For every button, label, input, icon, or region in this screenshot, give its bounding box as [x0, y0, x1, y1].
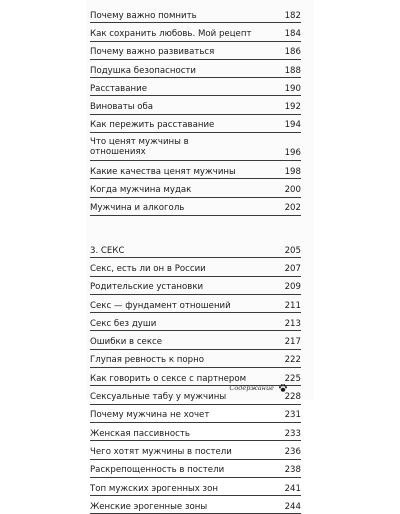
toc-entry: [90, 60, 301, 78]
toc-entry-title: Женская пассивность: [90, 428, 190, 439]
toc-entry-title: Как сохранить любовь. Мой рецепт: [90, 29, 252, 39]
toc-entry-page: 207: [284, 263, 301, 274]
toc-entry-page: 200: [284, 185, 301, 196]
toc-entry: [90, 5, 301, 23]
toc-entry-title: Родительские установки: [90, 282, 204, 293]
paw-icon: [278, 383, 288, 393]
toc-entry: [90, 115, 301, 133]
toc-entry-page: 209: [284, 282, 301, 293]
toc-entry-title: Чего хотят мужчины в постели: [90, 446, 232, 457]
toc-entry-title: Почему мужчина не хочет: [90, 410, 210, 421]
toc-entry-page: 192: [284, 102, 301, 113]
toc-entry-page: 190: [284, 83, 301, 94]
toc-entry-page: 238: [284, 465, 301, 476]
toc-entry: [90, 96, 301, 114]
toc-entry-title: Подушка безопасности: [90, 65, 197, 76]
toc-entry-page: 225: [284, 373, 301, 384]
toc-entry-title: Секс без души: [90, 318, 157, 329]
toc-entry: [90, 42, 301, 60]
toc-entry-title: Виноваты оба: [90, 102, 154, 113]
toc-entry: [90, 405, 301, 423]
toc-entry: [90, 23, 301, 41]
toc-entry-title: Глупая ревность к порно: [90, 355, 204, 366]
toc-entry-page: 194: [284, 120, 301, 131]
toc-entry: [90, 295, 301, 313]
toc-entry-title: Сексуальные табу у мужчины: [90, 392, 227, 403]
toc-entry: [90, 179, 301, 197]
toc-entry-page: 202: [284, 203, 301, 214]
toc-entry: [90, 161, 301, 179]
toc-entry: [90, 478, 301, 496]
toc-entry-title: Почему важно помнить: [90, 10, 197, 21]
toc-entry-title: Секс — фундамент отношений: [90, 300, 231, 311]
toc-entry-page: 231: [284, 410, 301, 421]
toc-entry-page: 188: [284, 65, 301, 76]
toc-entry-page: 244: [284, 501, 301, 512]
toc-entry-page: 198: [284, 166, 301, 177]
toc-entry-title: Женские эрогенные зоны: [90, 501, 208, 512]
toc-entry-title: Что ценят мужчины в отношениях: [90, 136, 189, 158]
toc-entry-title: Мужчина и алкоголь: [90, 203, 185, 214]
toc-entry-page: 182: [284, 10, 301, 21]
toc-entry-page: 213: [284, 318, 301, 329]
toc-entry-title: Почему важно развиваться: [90, 47, 215, 58]
toc-entry-page: 222: [284, 355, 301, 366]
toc-entry: [90, 460, 301, 478]
toc-entry: [90, 258, 301, 276]
toc-entry-title: Раскрепощенность в постели: [90, 465, 225, 476]
toc-entry-page: 228: [284, 392, 301, 403]
toc-entry-title: Когда мужчина мудак: [90, 185, 192, 196]
toc-entry: [90, 277, 301, 295]
toc-entry-title: Какие качества ценят мужчины: [90, 166, 236, 177]
footer-label: Содержание: [229, 384, 274, 392]
toc-entry-title: Секс, есть ли он в России: [90, 263, 206, 274]
toc-entry-page: 241: [284, 483, 301, 494]
toc-entry-title: Как пережить расставание: [90, 120, 215, 131]
toc-entry-page: 211: [284, 300, 301, 311]
toc-entry-page: 236: [284, 446, 301, 457]
page-footer: [229, 383, 288, 393]
toc-entry: [90, 78, 301, 96]
toc-entry: [90, 496, 301, 514]
toc-entry-page: 196: [284, 148, 301, 159]
toc-entry-page: 233: [284, 428, 301, 439]
toc-entry: [90, 313, 301, 331]
toc-entry: [90, 441, 301, 459]
toc-entry-page: 217: [284, 337, 301, 348]
toc-entry: [90, 423, 301, 441]
toc-entry: [90, 133, 301, 161]
toc-entry-page: 184: [284, 29, 301, 39]
toc-section-heading: [90, 240, 301, 258]
toc-entry-page: 205: [284, 245, 301, 256]
toc-entry-page: 186: [284, 47, 301, 58]
toc-entry: [90, 198, 301, 216]
section-gap: [90, 216, 301, 240]
toc-entry-title: 3. СЕКС: [90, 245, 125, 256]
book-page: [86, 0, 314, 512]
toc-entry: [90, 350, 301, 368]
toc-entry: [90, 331, 301, 349]
toc-entry-title: Топ мужских эрогенных зон: [90, 483, 219, 494]
toc-entry-title: Как говорить о сексе с партнером: [90, 373, 247, 384]
toc-entry-title: Ошибки в сексе: [90, 337, 163, 348]
table-of-contents: [90, 5, 301, 514]
toc-entry-title: Расставание: [90, 83, 147, 94]
